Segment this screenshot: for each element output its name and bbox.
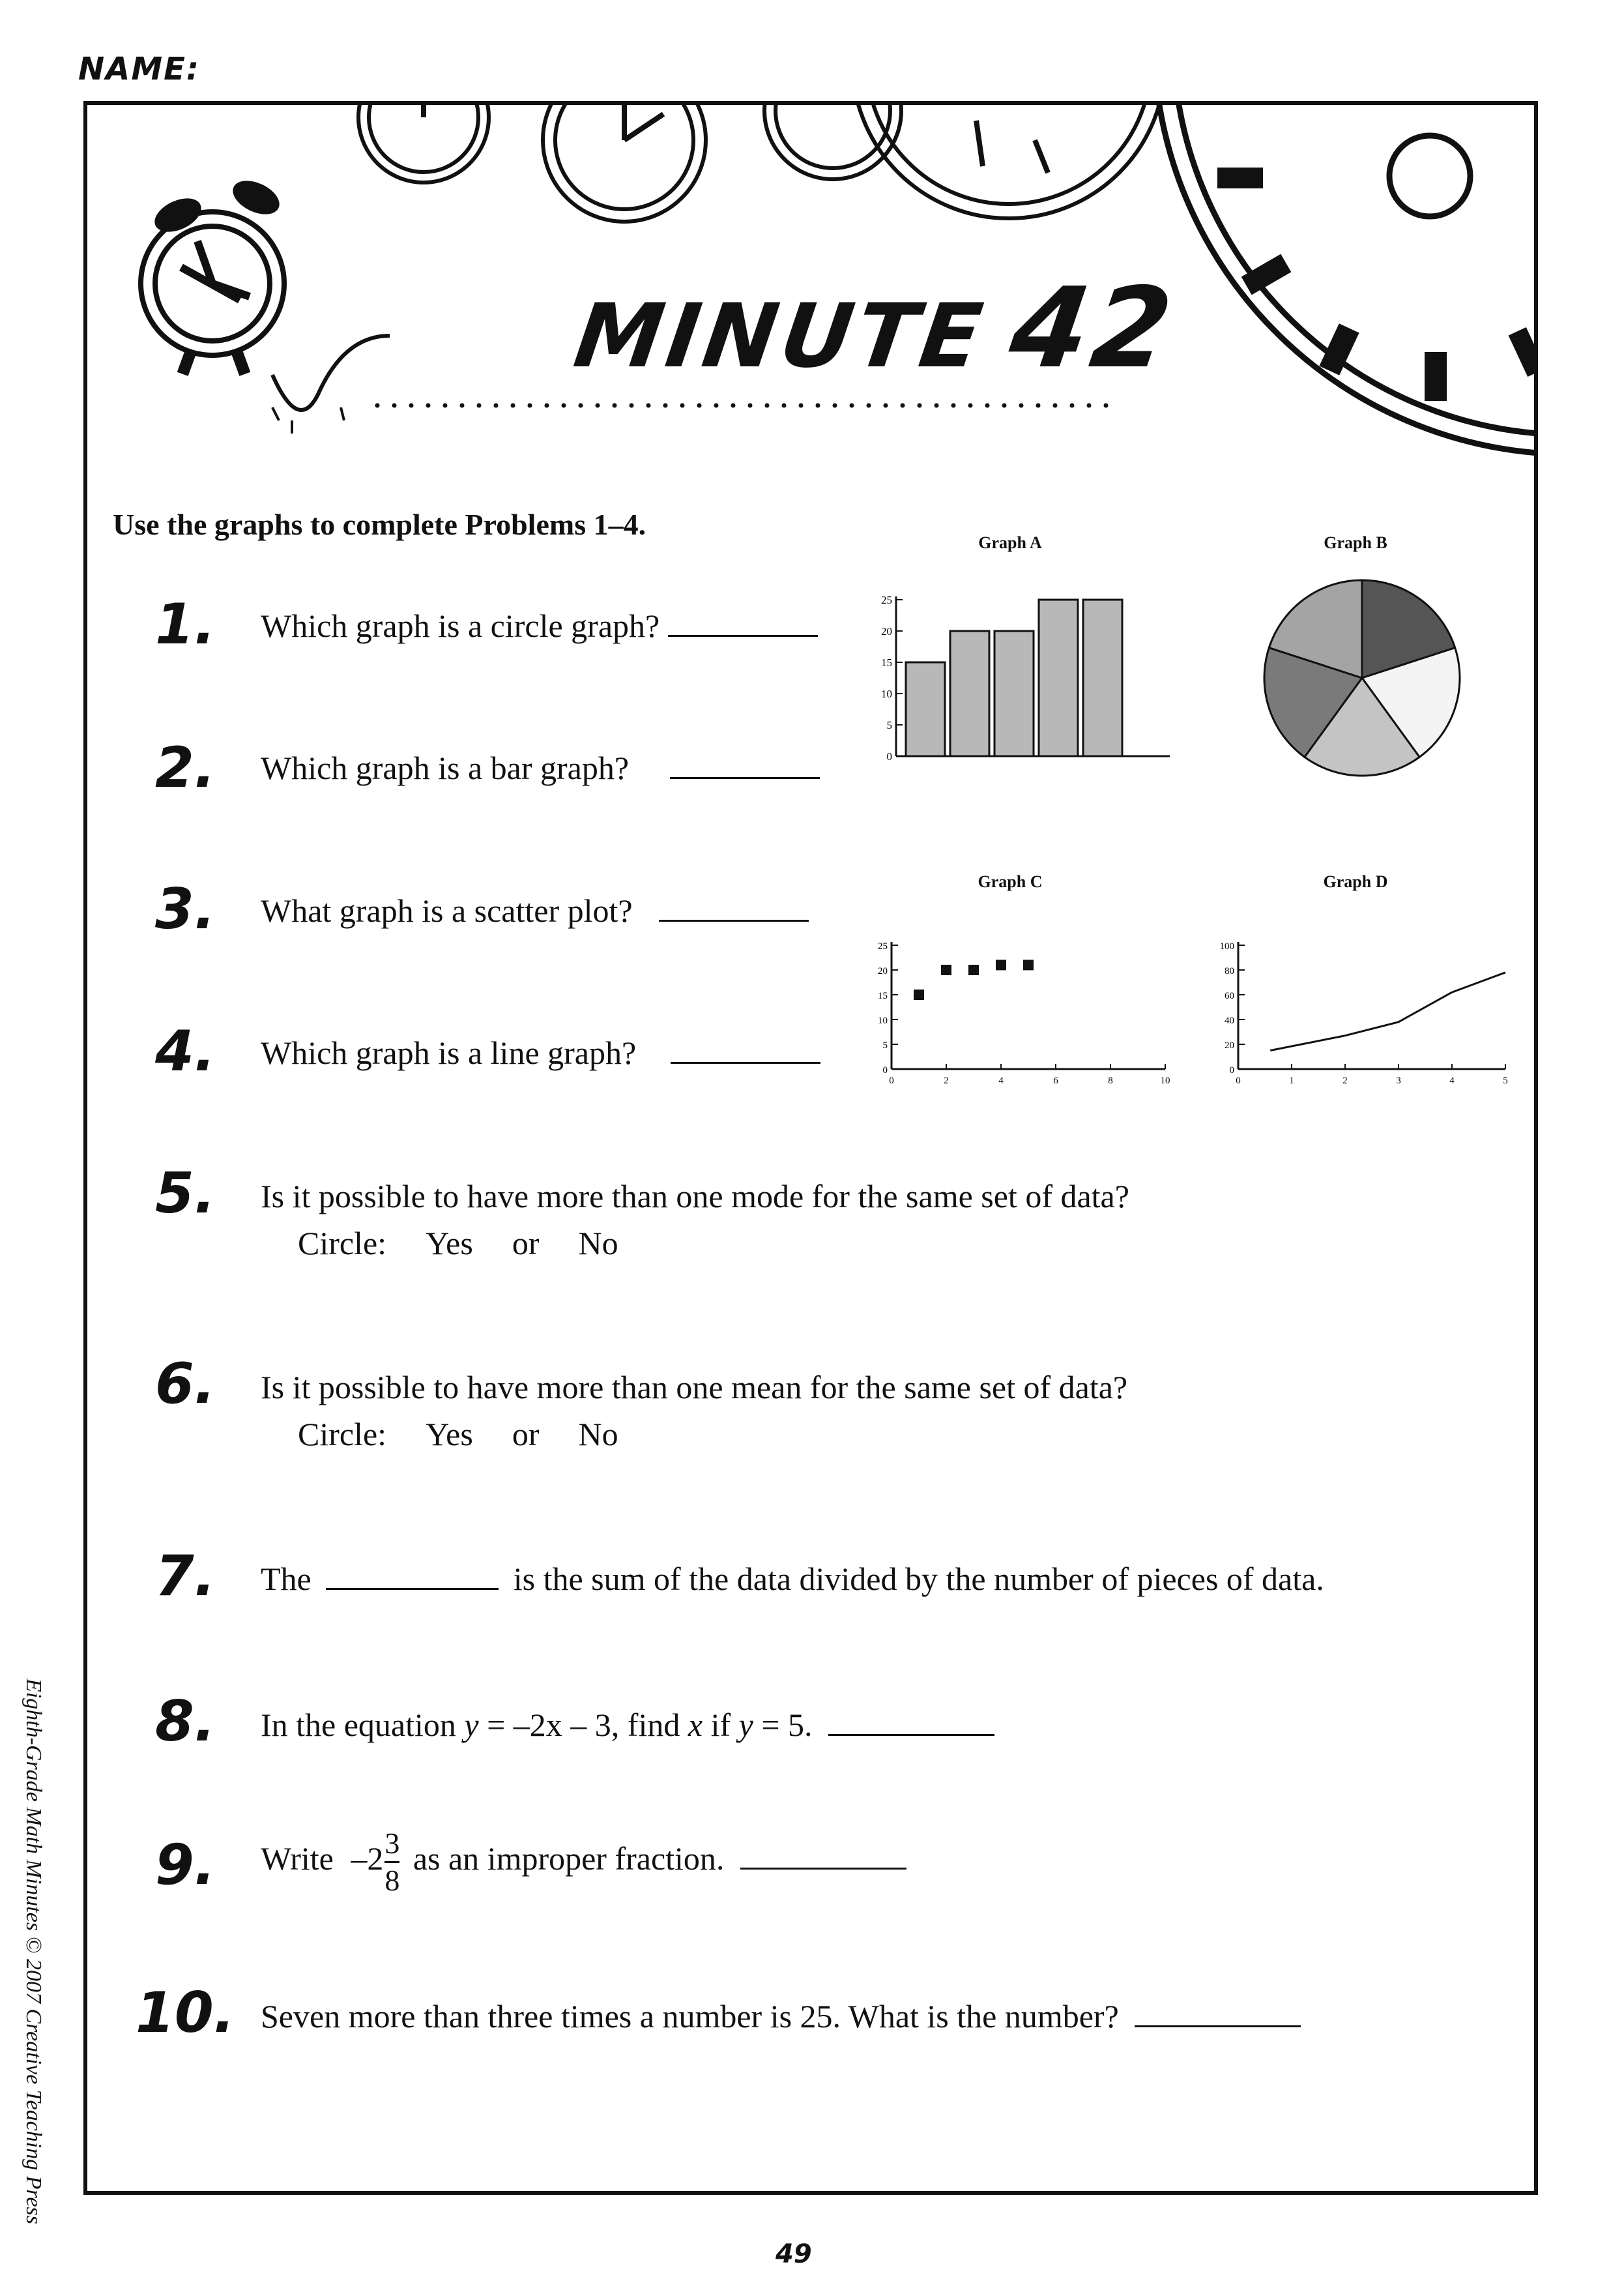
question-text: In the equation bbox=[261, 1707, 456, 1743]
scatter-point bbox=[914, 990, 924, 1000]
x-tick-label: 2 bbox=[944, 1076, 949, 1086]
question-number: 7. bbox=[155, 1544, 216, 1609]
y-tick-label: 20 bbox=[878, 966, 888, 976]
question-3 bbox=[261, 891, 809, 930]
y-tick-label: 15 bbox=[881, 656, 892, 669]
circle-label: Circle: bbox=[298, 1416, 387, 1452]
y-tick-label: 20 bbox=[881, 625, 892, 638]
x-tick-label: 10 bbox=[1160, 1076, 1170, 1086]
x-tick-label: 4 bbox=[1449, 1076, 1455, 1086]
graph-a-bar-chart bbox=[867, 587, 1180, 776]
graph-d-line-graph bbox=[1209, 929, 1522, 1098]
copyright-side-text: Eighth-Grade Math Minutes © 2007 Creative Teaching Press bbox=[22, 1679, 46, 2225]
question-9 bbox=[261, 1828, 906, 1896]
y-tick-label: 10 bbox=[878, 1016, 888, 1026]
numerator: 3 bbox=[384, 1827, 400, 1860]
y-tick-label: 60 bbox=[1225, 991, 1234, 1001]
question-text: Write bbox=[261, 1840, 334, 1877]
question-10 bbox=[261, 1997, 1301, 2036]
question-4 bbox=[261, 1033, 820, 1072]
x-tick-label: 8 bbox=[1108, 1076, 1113, 1086]
question-number: 4. bbox=[155, 1019, 216, 1084]
var-x: x bbox=[688, 1707, 703, 1743]
y-tick-label: 80 bbox=[1225, 966, 1234, 976]
y-tick-label: 0 bbox=[886, 750, 892, 763]
x-tick-label: 2 bbox=[1342, 1076, 1348, 1086]
line-series bbox=[1270, 973, 1505, 1051]
scatter-point bbox=[1023, 960, 1034, 970]
y-tick-label: 25 bbox=[881, 594, 892, 606]
bar bbox=[1039, 600, 1078, 756]
question-number: 5. bbox=[155, 1161, 216, 1226]
y-tick-label: 40 bbox=[1225, 1016, 1234, 1026]
title-number: 42 bbox=[1002, 264, 1183, 393]
y-tick-label: 20 bbox=[1225, 1040, 1234, 1051]
option-yes[interactable]: Yes bbox=[426, 1225, 473, 1261]
question-number: 6. bbox=[155, 1351, 216, 1417]
option-no[interactable]: No bbox=[578, 1416, 618, 1452]
answer-blank[interactable] bbox=[828, 1734, 994, 1736]
answer-blank[interactable] bbox=[740, 1868, 906, 1870]
y-tick-label: 10 bbox=[881, 688, 892, 700]
question-text: as an improper fraction. bbox=[413, 1840, 725, 1877]
graph-c-scatter-plot bbox=[860, 929, 1186, 1098]
question-number: 1. bbox=[155, 592, 216, 657]
x-tick-label: 4 bbox=[998, 1076, 1004, 1086]
graph-d-title: Graph D bbox=[1323, 872, 1388, 891]
answer-blank[interactable] bbox=[659, 920, 809, 922]
x-tick-label: 6 bbox=[1053, 1076, 1058, 1086]
denominator: 8 bbox=[384, 1861, 399, 1896]
question-1 bbox=[261, 606, 818, 645]
graph-c-title: Graph C bbox=[978, 872, 1043, 891]
x-tick-label: 0 bbox=[889, 1076, 894, 1086]
y-tick-label: 5 bbox=[886, 719, 892, 731]
name-label: NAME: bbox=[78, 51, 201, 87]
fraction bbox=[384, 1828, 399, 1896]
question-5-options bbox=[298, 1224, 658, 1262]
dotted-rule bbox=[375, 403, 1111, 408]
equation-text: if bbox=[703, 1707, 739, 1743]
option-no[interactable]: No bbox=[578, 1225, 618, 1261]
page-number: 49 bbox=[776, 2239, 812, 2269]
y-tick-label: 100 bbox=[1219, 941, 1234, 952]
option-yes[interactable]: Yes bbox=[426, 1416, 473, 1452]
question-text: is the sum of the data divided by the number of pieces of data. bbox=[513, 1561, 1324, 1597]
graph-b-title: Graph B bbox=[1324, 533, 1387, 552]
answer-blank[interactable] bbox=[1135, 2025, 1301, 2027]
question-number: 8. bbox=[155, 1689, 216, 1754]
question-text: The bbox=[261, 1561, 312, 1597]
y-tick-label: 15 bbox=[878, 991, 888, 1001]
bar bbox=[950, 631, 989, 756]
circle-label: Circle: bbox=[298, 1225, 387, 1261]
equation-text: = –2x – 3, find bbox=[478, 1707, 688, 1743]
bar bbox=[994, 631, 1034, 756]
graph-a-title: Graph A bbox=[978, 533, 1042, 552]
graph-b-pie-chart bbox=[1258, 574, 1466, 782]
question-number: 10. bbox=[136, 1980, 235, 2046]
x-tick-label: 5 bbox=[1503, 1076, 1508, 1086]
answer-blank[interactable] bbox=[668, 635, 818, 637]
equation-text: = 5. bbox=[753, 1707, 813, 1743]
mixed-number-whole: –2 bbox=[351, 1840, 384, 1877]
question-number: 3. bbox=[155, 877, 216, 942]
question-5-text: Is it possible to have more than one mode for the same set of data? bbox=[261, 1178, 1129, 1214]
question-8 bbox=[261, 1705, 994, 1744]
answer-blank[interactable] bbox=[671, 1062, 820, 1064]
question-text: Which graph is a line graph? bbox=[261, 1035, 637, 1071]
var-y: y bbox=[464, 1707, 479, 1743]
y-tick-label: 5 bbox=[882, 1040, 888, 1051]
option-or: or bbox=[512, 1416, 540, 1452]
question-2 bbox=[261, 748, 820, 787]
y-tick-label: 0 bbox=[1229, 1065, 1234, 1076]
question-text: Which graph is a circle graph? bbox=[261, 608, 660, 644]
bar bbox=[1083, 600, 1122, 756]
y-tick-label: 0 bbox=[882, 1065, 888, 1076]
x-tick-label: 3 bbox=[1396, 1076, 1401, 1086]
var-y: y bbox=[738, 1707, 753, 1743]
x-tick-label: 1 bbox=[1289, 1076, 1294, 1086]
question-number: 9. bbox=[155, 1832, 216, 1898]
bar bbox=[906, 662, 945, 756]
question-6-text: Is it possible to have more than one mean for the same set of data? bbox=[261, 1369, 1128, 1405]
question-text: What graph is a scatter plot? bbox=[261, 892, 633, 929]
scatter-point bbox=[996, 960, 1006, 970]
y-tick-label: 25 bbox=[878, 941, 888, 952]
question-6-options bbox=[298, 1415, 658, 1453]
scatter-point bbox=[968, 965, 979, 975]
answer-blank[interactable] bbox=[326, 1588, 499, 1590]
scatter-point bbox=[941, 965, 951, 975]
question-text: Which graph is a bar graph? bbox=[261, 750, 630, 786]
option-or: or bbox=[512, 1225, 540, 1261]
answer-blank[interactable] bbox=[670, 777, 820, 779]
question-7 bbox=[261, 1559, 1324, 1598]
instructions: Use the graphs to complete Problems 1–4. bbox=[113, 508, 646, 541]
x-tick-label: 0 bbox=[1236, 1076, 1241, 1086]
page-title bbox=[568, 264, 1183, 393]
question-number: 2. bbox=[155, 735, 216, 800]
title-word: MINUTE bbox=[568, 285, 992, 387]
question-text: Seven more than three times a number is 25. What is the number? bbox=[261, 1998, 1119, 2034]
